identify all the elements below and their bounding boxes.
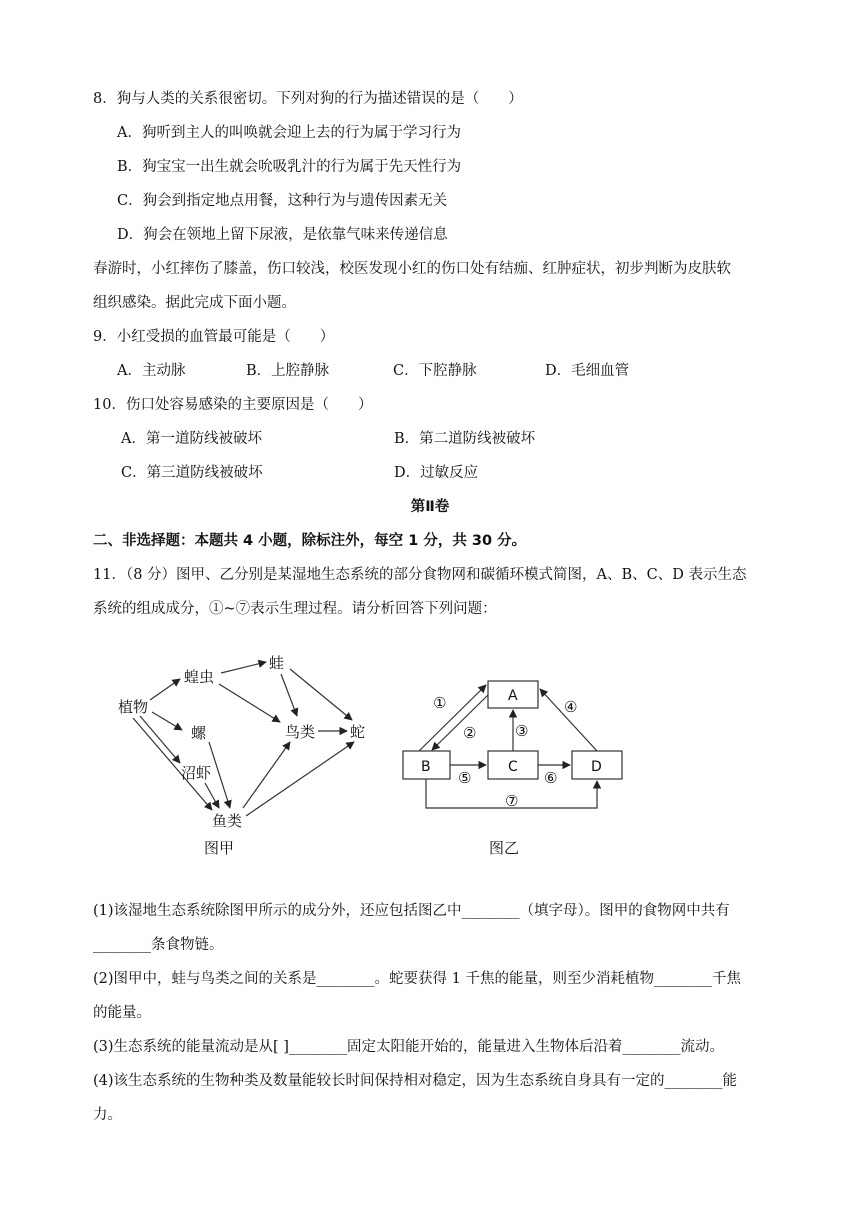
- node-shrimp: 沼虾: [181, 764, 212, 782]
- node-plant: 植物: [118, 698, 149, 716]
- q11-sub1-line-2: ________条食物链。: [93, 937, 224, 953]
- food-web-figure: [100, 640, 390, 870]
- q10-option-d: D．过敏反应: [394, 465, 479, 481]
- node-bird: 鸟类: [285, 723, 316, 741]
- q11-sub2-line-2: 的能量。: [93, 1005, 151, 1021]
- arrow-plant-snail: [152, 712, 182, 730]
- process-4: ④: [564, 698, 578, 716]
- q8-option-b: B．狗宝宝一出生就会吮吸乳汁的行为属于先天性行为: [117, 159, 462, 175]
- process-5: ⑤: [458, 769, 472, 787]
- q9-option-a: A．主动脉: [117, 363, 186, 379]
- process-7: ⑦: [505, 792, 519, 810]
- section-header: 二、非选择题：本题共 4 小题，除标注外，每空 1 分，共 30 分。: [93, 533, 527, 549]
- arrow-frog-bird: [281, 674, 297, 716]
- q11-sub2-line-1: (2)图甲中，蛙与鸟类之间的关系是________。蛇要获得 1 千焦的能量，则至少消耗植物________千焦: [93, 971, 741, 987]
- arrow-plant-locust: [150, 679, 180, 700]
- q9-option-b: B．上腔静脉: [246, 363, 330, 379]
- volume-title: 第Ⅱ卷: [410, 499, 450, 515]
- passage-line-2: 组织感染。据此完成下面小题。: [93, 295, 296, 311]
- arrow-locust-frog: [221, 662, 266, 673]
- q8-option-c: C．狗会到指定地点用餐，这种行为与遗传因素无关: [117, 193, 448, 209]
- figure-yi-caption: 图乙: [489, 839, 520, 857]
- q10-stem: 10．伤口处容易感染的主要原因是（ ）: [93, 397, 373, 413]
- arrow-fish-snake: [246, 742, 354, 816]
- arrow-fish-bird: [243, 742, 290, 808]
- q11-stem-line-2: 系统的组成成分，①~⑦表示生理过程。请分析回答下列问题：: [93, 601, 497, 617]
- node-frog: 蛙: [269, 654, 285, 672]
- q9-stem: 9．小红受损的血管最可能是（ ）: [93, 329, 335, 345]
- carbon-cycle-figure: [395, 640, 635, 870]
- q11-sub1-line-1: (1)该湿地生态系统除图甲所示的成分外，还应包括图乙中________（填字母）。图甲的食物网中共有: [93, 903, 730, 919]
- box-c-label: C: [508, 759, 518, 775]
- q10-option-b: B．第二道防线被破坏: [394, 431, 536, 447]
- q8-option-a: A．狗听到主人的叫唤就会迎上去的行为属于学习行为: [117, 125, 461, 141]
- q10-option-c: C．第三道防线被破坏: [121, 465, 263, 481]
- box-d-label: D: [591, 759, 602, 775]
- q11-sub4-line-1: (4)该生态系统的生物种类及数量能较长时间保持相对稳定，因为生态系统自身具有一定的________能: [93, 1073, 738, 1089]
- q8-option-d: D．狗会在领地上留下尿液，是依靠气味来传递信息: [117, 227, 448, 243]
- node-fish: 鱼类: [212, 812, 243, 830]
- box-b-label: B: [421, 759, 431, 775]
- arrow-frog-snake: [290, 669, 352, 720]
- q11-stem-line-1: 11．（8 分）图甲、乙分别是某湿地生态系统的部分食物网和碳循环模式简图，A、B、C、D 表示生态: [93, 567, 747, 583]
- q11-sub4-line-2: 力。: [93, 1107, 122, 1123]
- process-6: ⑥: [544, 769, 558, 787]
- arrow-locust-bird: [219, 684, 280, 722]
- process-1: ①: [433, 694, 447, 712]
- arrow-plant-shrimp: [140, 716, 180, 763]
- process-3: ③: [515, 722, 529, 740]
- q9-option-d: D．毛细血管: [545, 363, 630, 379]
- node-snail: 螺: [191, 724, 207, 742]
- q8-stem: 8．狗与人类的关系很密切。下列对狗的行为描述错误的是（ ）: [93, 91, 523, 107]
- q10-option-a: A．第一道防线被破坏: [121, 431, 262, 447]
- node-snake: 蛇: [350, 723, 366, 741]
- passage-line-1: 春游时，小红摔伤了膝盖，伤口较浅，校医发现小红的伤口处有结痂、红肿症状，初步判断为皮肤软: [93, 261, 731, 277]
- arrow-snail-fish: [209, 742, 230, 808]
- q11-sub3: (3)生态系统的能量流动是从[ ]________固定太阳能开始的，能量进入生物体后沿着________流动。: [93, 1039, 724, 1055]
- box-a-label: A: [508, 688, 518, 704]
- node-locust: 蝗虫: [184, 668, 215, 686]
- q9-option-c: C．下腔静脉: [393, 363, 477, 379]
- figure-jia-caption: 图甲: [204, 839, 235, 857]
- process-2: ②: [463, 724, 477, 742]
